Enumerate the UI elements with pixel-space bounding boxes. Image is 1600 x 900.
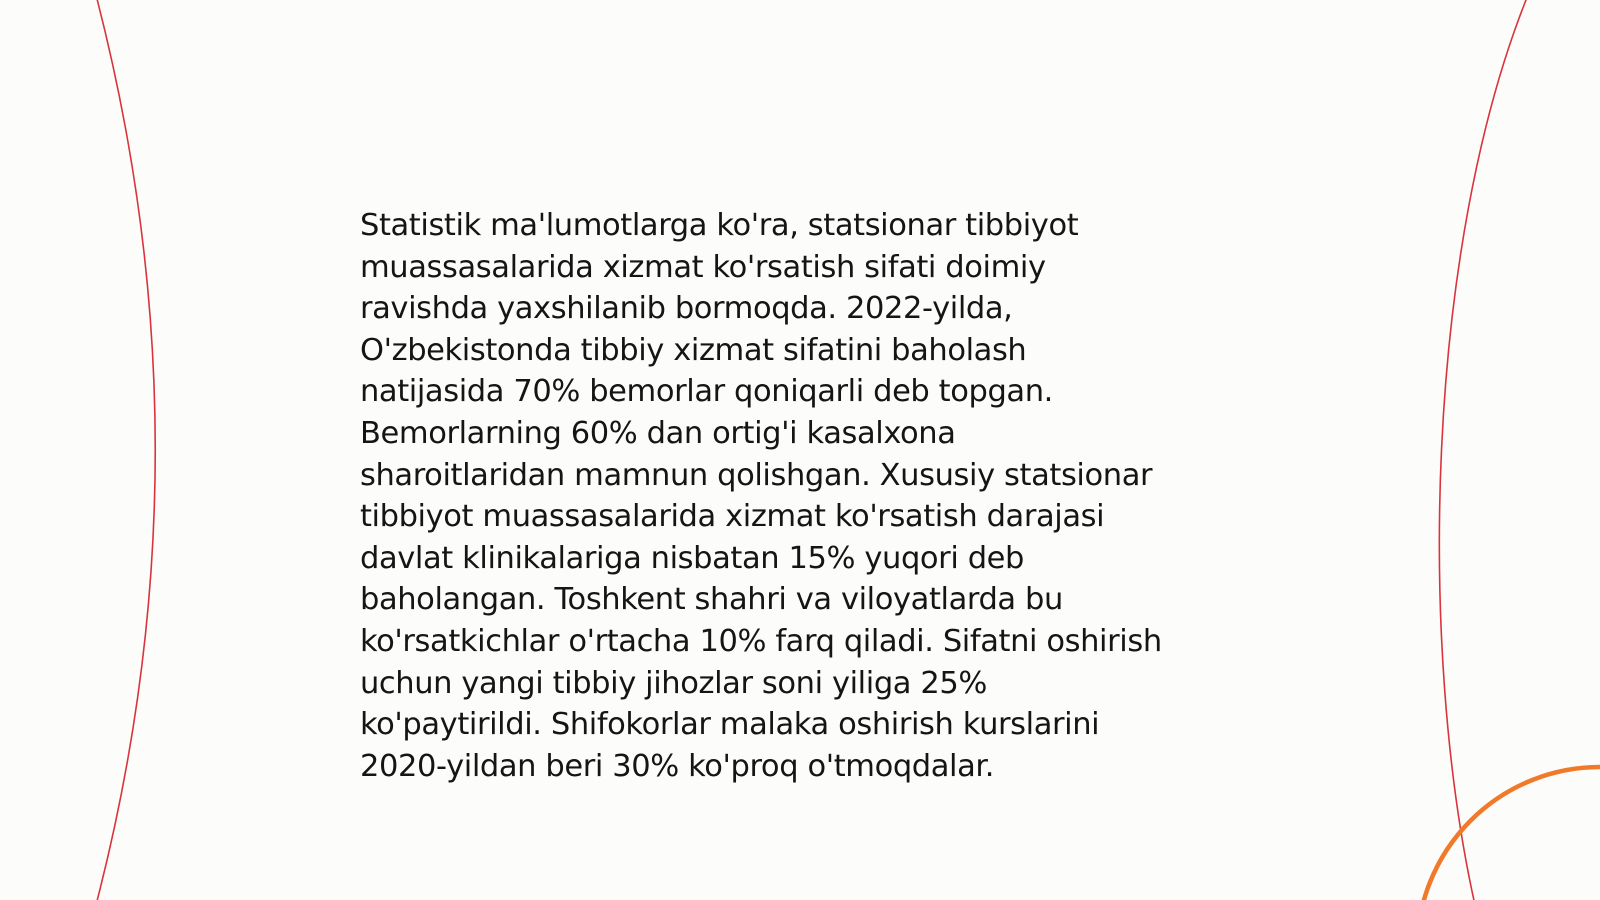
orange-accent-circle xyxy=(1417,767,1600,900)
right-curve-line xyxy=(1439,0,1528,900)
statistics-paragraph: Statistik ma'lumotlarga ko'ra, statsionar tibbiyot muassasalarida xizmat ko'rsatish sifati doimiy ravishda yaxshilanib bormoqda. 2022-yilda, O'zbekistonda tibbiy xizmat sifatini baholash natijasida 70% bemorlar qoniqarli deb topgan. Bemorlarning 60% dan ortig'i kasalxona sharoitlaridan mamnun qolishgan. Xususiy statsionar tibbiyot muassasalarida xizmat ko'rsatish darajasi davlat klinikalariga nisbatan 15% yuqori deb baholangan. Toshkent shahri va viloyatlarda bu ko'rsatkichlar o'rtacha 10% farq qiladi. Sifatni oshirish uchun yangi tibbiy jihozlar soni yiliga 25% ko'paytirildi. Shifokorlar malaka oshirish kurslarini 2020-yildan beri 30% ko'proq o'tmoqdalar. xyxy=(360,208,1162,784)
left-curve-line xyxy=(96,0,155,900)
